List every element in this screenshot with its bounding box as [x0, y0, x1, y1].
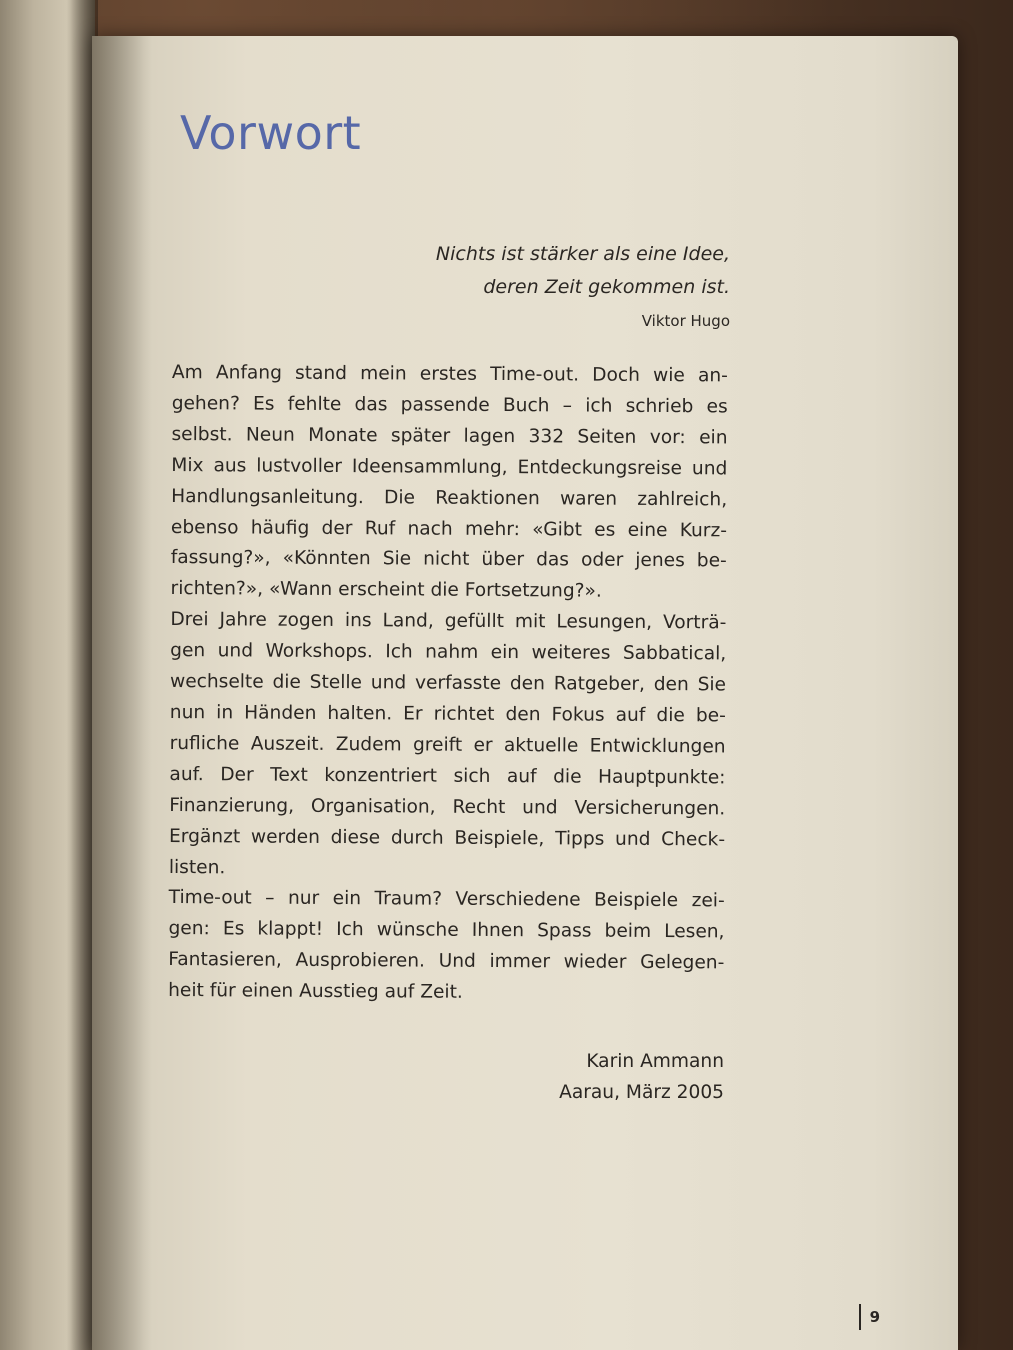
epigraph-line: Nichts ist stärker als eine Idee, — [435, 243, 730, 265]
body-line: fassung?», «Könnten Sie nicht über das oder jenes be- — [170, 547, 727, 572]
body-line: richten?», «Wann erscheint die Fortsetzung?». — [170, 578, 602, 602]
signature-place-date: Aarau, März 2005 — [559, 1082, 724, 1103]
body-line: gehen? Es fehlte das passende Buch – ich schrieb es — [171, 392, 728, 418]
signature — [559, 1046, 724, 1108]
epigraph-author: Viktor Hugo — [641, 312, 730, 330]
page-number: 9 — [859, 1304, 880, 1330]
body-line: Ergänzt werden diese durch Beispiele, Tipps und Check- — [169, 825, 726, 850]
epigraph-line: deren Zeit gekommen ist. — [483, 276, 730, 298]
body-line: wechselte die Stelle und verfasste den Ratgeber, den Sie — [169, 671, 727, 696]
body-line: Mix aus lustvoller Ideensammlung, Entdeckungsreise und — [171, 454, 728, 480]
signature-name: Karin Ammann — [586, 1051, 724, 1072]
epigraph — [436, 238, 730, 336]
body-line: heit für einen Ausstieg auf Zeit. — [168, 980, 463, 1003]
body-line: selbst. Neun Monate später lagen 332 Seiten vor: ein — [171, 423, 728, 449]
body-line: Handlungsanleitung. Die Reaktionen waren zahlreich, — [171, 485, 728, 511]
page-spine-shadow — [92, 36, 152, 1350]
page-heading: Vorwort — [180, 106, 362, 160]
body-line: gen und Workshops. Ich nahm ein weiteres Sabbatical, — [170, 640, 727, 665]
body-line: Time-out – nur ein Traum? Verschiedene Beispiele zei- — [168, 887, 725, 912]
body-line: auf. Der Text konzentriert sich auf die Hauptpunkte: — [169, 763, 726, 789]
body-line: Am Anfang stand mein erstes Time-out. Doch wie an- — [171, 361, 728, 387]
body-line: listen. — [168, 856, 226, 878]
body-line: ebenso häufig der Ruf nach mehr: «Gibt es eine Kurz- — [170, 516, 728, 541]
body-text — [168, 358, 728, 1010]
body-line: Drei Jahre zogen ins Land, gefüllt mit Lesungen, Vorträ- — [170, 609, 727, 634]
body-line: Finanzierung, Organisation, Recht und Versicherungen. — [169, 794, 726, 820]
body-line: nun in Händen halten. Er richtet den Fokus auf die be- — [169, 701, 726, 727]
book-page — [92, 36, 958, 1350]
body-line: Fantasieren, Ausprobieren. Und immer wieder Gelegen- — [168, 949, 725, 974]
body-line: rufliche Auszeit. Zudem greift er aktuelle Entwicklungen — [169, 732, 726, 758]
body-line: gen: Es klappt! Ich wünsche Ihnen Spass beim Lesen, — [168, 918, 725, 943]
